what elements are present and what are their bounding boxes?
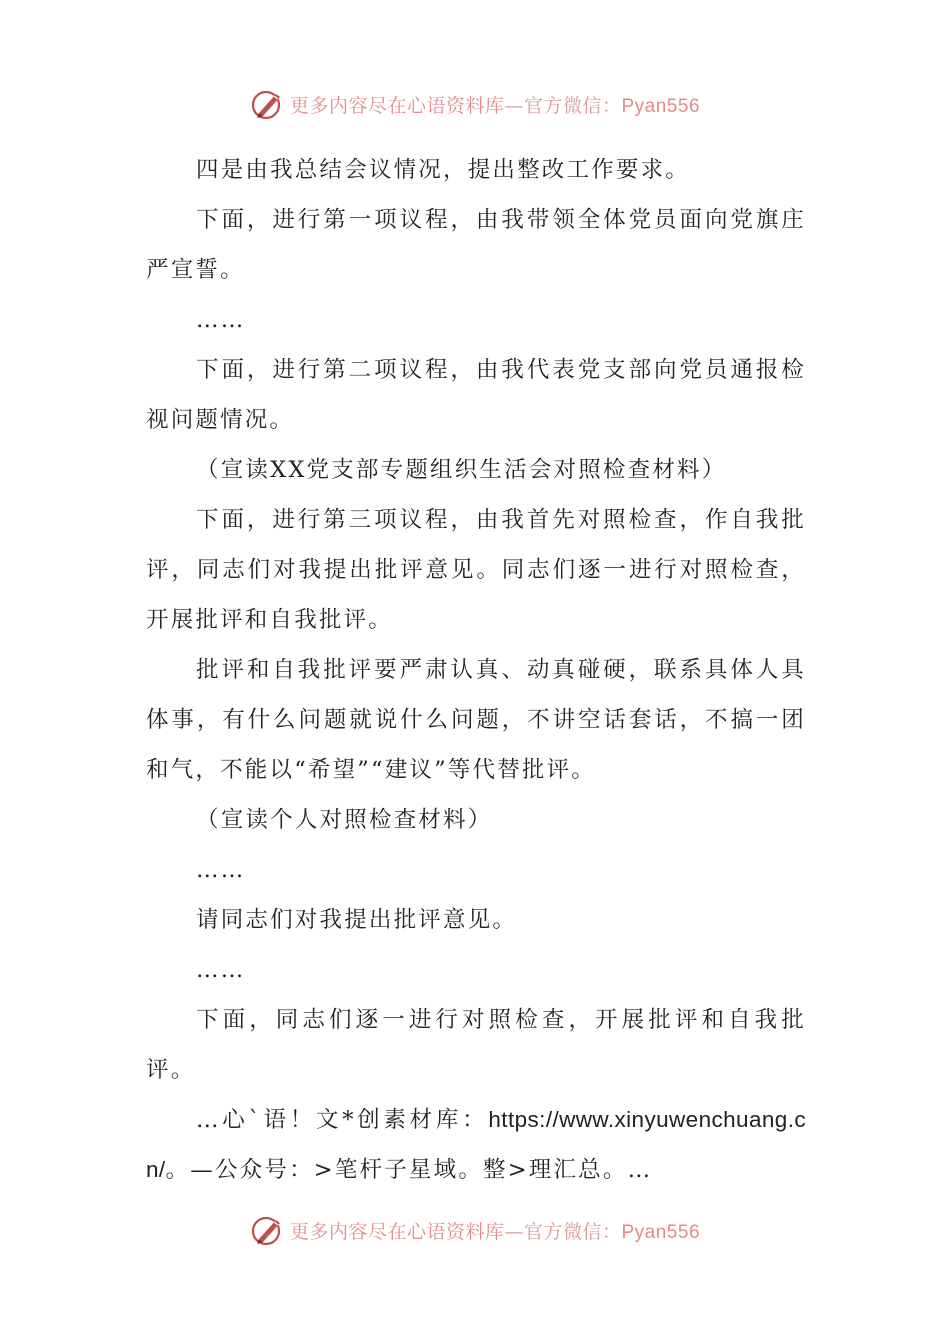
paragraph: 下面，进行第二项议程，由我代表党支部向党员通报检视问题情况。 bbox=[146, 357, 806, 433]
banner-wechat-label: 官方微信： bbox=[523, 94, 622, 117]
watermark-url: https://www.xinyuwenchuang.cn/ bbox=[146, 1107, 806, 1182]
paragraph: 请同志们对我提出批评意见。 bbox=[196, 907, 518, 933]
paragraph: 下面，同志们逐一进行对照检查，开展批评和自我批评。 bbox=[146, 1007, 806, 1083]
paragraph: （宣读个人对照检查材料） bbox=[196, 807, 493, 833]
ellipsis-line: …… bbox=[196, 957, 246, 983]
watermark-paragraph bbox=[146, 1095, 806, 1195]
banner-main-text: 更多内容尽在心语资料库 bbox=[289, 1220, 505, 1243]
ellipsis-line: …… bbox=[196, 307, 246, 333]
paragraph: 四是由我总结会议情况，提出整改工作要求。 bbox=[196, 157, 691, 183]
banner-dash: — bbox=[504, 1220, 524, 1243]
document-body bbox=[146, 145, 806, 1195]
banner-wechat-id: Pyan556 bbox=[621, 95, 701, 117]
paragraph: 批评和自我批评要严肃认真、动真碰硬，联系具体人具体事，有什么问题就说什么问题，不讲空话套话，不搞一团和气，不能以“希望”“建议”等代替批评。 bbox=[146, 657, 806, 783]
paragraph: 下面，进行第三项议程，由我首先对照检查，作自我批评，同志们对我提出批评意见。同志们逐一进行对照检查，开展批评和自我批评。 bbox=[146, 507, 806, 633]
watermark-suffix: 。—公众号：>笔杆子星域。整>理汇总。… bbox=[165, 1157, 653, 1183]
banner-main-text: 更多内容尽在心语资料库 bbox=[289, 94, 505, 117]
banner-dash: — bbox=[504, 94, 524, 117]
pen-logo-icon bbox=[250, 1212, 286, 1248]
banner-wechat-id: Pyan556 bbox=[621, 1221, 701, 1243]
paragraph: （宣读XX党支部专题组织生活会对照检查材料） bbox=[196, 457, 727, 483]
pen-logo-icon bbox=[250, 86, 286, 122]
paragraph: 下面，进行第一项议程，由我带领全体党员面向党旗庄严宣誓。 bbox=[146, 207, 806, 283]
footer-banner bbox=[0, 1210, 950, 1250]
banner-wechat-label: 官方微信： bbox=[523, 1220, 622, 1243]
watermark-prefix: …心`语！文*创素材库： bbox=[196, 1107, 489, 1133]
header-banner bbox=[0, 84, 950, 124]
ellipsis-line: …… bbox=[196, 857, 246, 883]
